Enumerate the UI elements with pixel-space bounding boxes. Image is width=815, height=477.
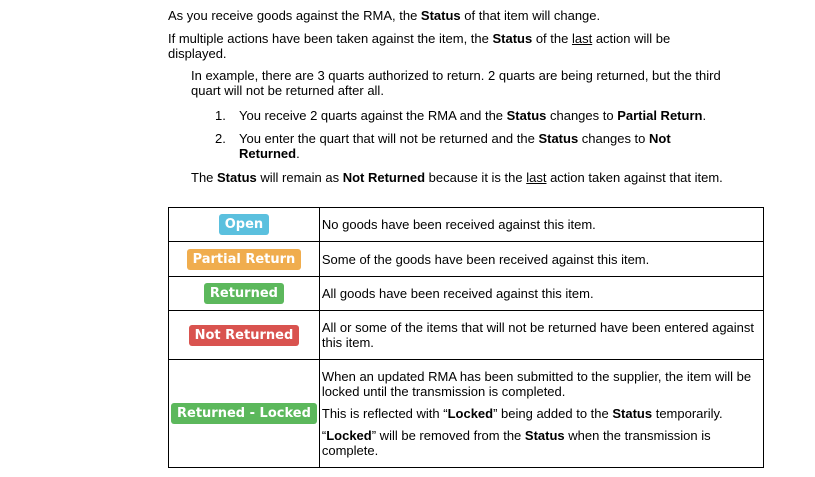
list-number: 2. <box>215 131 226 146</box>
text: In example, there are 3 quarts authorized to return. 2 quarts are being returned, but the third quart will not be returned after all. <box>191 68 721 98</box>
text: ” being added to the <box>493 406 613 421</box>
text: The <box>191 170 218 185</box>
example-conclusion <box>191 170 791 185</box>
text: when the transmission is complete. <box>321 428 711 458</box>
status-badge-not-returned: Not Returned <box>189 325 300 346</box>
text: This is reflected with “ <box>321 406 448 421</box>
status-keyword: Status <box>506 108 547 123</box>
status-badge-partial-return: Partial Return <box>187 249 302 270</box>
table-row <box>169 311 764 360</box>
status-value: Partial Return <box>617 108 703 123</box>
status-badge-returned: Returned <box>204 283 284 304</box>
status-description: All or some of the items that will not be returned have been entered against this item. <box>319 311 763 360</box>
locked-paragraph-2 <box>322 406 761 421</box>
text: changes to <box>546 108 618 123</box>
intro-line-2 <box>168 31 708 61</box>
text: of the <box>532 31 572 46</box>
last-keyword: last <box>526 170 547 185</box>
text: will remain as <box>256 170 343 185</box>
list-item <box>215 131 695 161</box>
text: As you receive goods against the RMA, the <box>168 8 421 23</box>
intro-line-1 <box>168 8 768 23</box>
status-keyword: Status <box>492 31 533 46</box>
status-description: Some of the goods have been received against this item. <box>319 242 763 277</box>
locked-paragraph-3 <box>322 428 761 458</box>
status-keyword: Status <box>612 406 653 421</box>
text: You enter the quart that will not be returned and the <box>239 131 539 146</box>
text: “ <box>321 428 327 443</box>
status-description: No goods have been received against this item. <box>319 208 763 242</box>
badge-cell <box>169 242 320 277</box>
text: You receive 2 quarts against the RMA and the <box>239 108 507 123</box>
text: If multiple actions have been taken against the item, the <box>168 31 493 46</box>
text: . <box>296 146 300 161</box>
status-description: All goods have been received against this item. <box>319 277 763 311</box>
badge-cell <box>169 311 320 360</box>
locked-paragraph-1: When an updated RMA has been submitted to the supplier, the item will be locked until the transmission is completed. <box>321 369 752 399</box>
status-badge-open: Open <box>219 214 269 235</box>
badge-cell <box>169 277 320 311</box>
text: ” will be removed from the <box>371 428 525 443</box>
locked-keyword: Locked <box>326 428 372 443</box>
status-value: Not Returned <box>239 131 671 161</box>
status-table <box>168 207 764 468</box>
text: action will be displayed. <box>168 31 671 61</box>
status-badge-returned-locked: Returned - Locked <box>171 403 317 424</box>
table-row <box>169 277 764 311</box>
table-row <box>169 360 764 468</box>
text: because it is the <box>425 170 527 185</box>
status-keyword: Status <box>524 428 565 443</box>
text: action taken against that item. <box>546 170 723 185</box>
table-row <box>169 242 764 277</box>
table-row <box>169 208 764 242</box>
status-keyword: Status <box>420 8 461 23</box>
status-keyword: Status <box>217 170 257 185</box>
text: changes to <box>578 131 650 146</box>
status-value: Not Returned <box>342 170 426 185</box>
badge-cell <box>169 208 320 242</box>
text: . <box>702 108 707 123</box>
locked-keyword: Locked <box>447 406 494 421</box>
last-keyword: last <box>571 31 593 46</box>
text: of that item will change. <box>460 8 601 23</box>
list-number: 1. <box>215 108 226 123</box>
text: temporarily. <box>652 406 723 421</box>
badge-cell <box>169 360 320 468</box>
status-keyword: Status <box>538 131 579 146</box>
example-paragraph <box>191 68 726 98</box>
list-item <box>215 108 755 123</box>
status-description <box>319 360 763 468</box>
